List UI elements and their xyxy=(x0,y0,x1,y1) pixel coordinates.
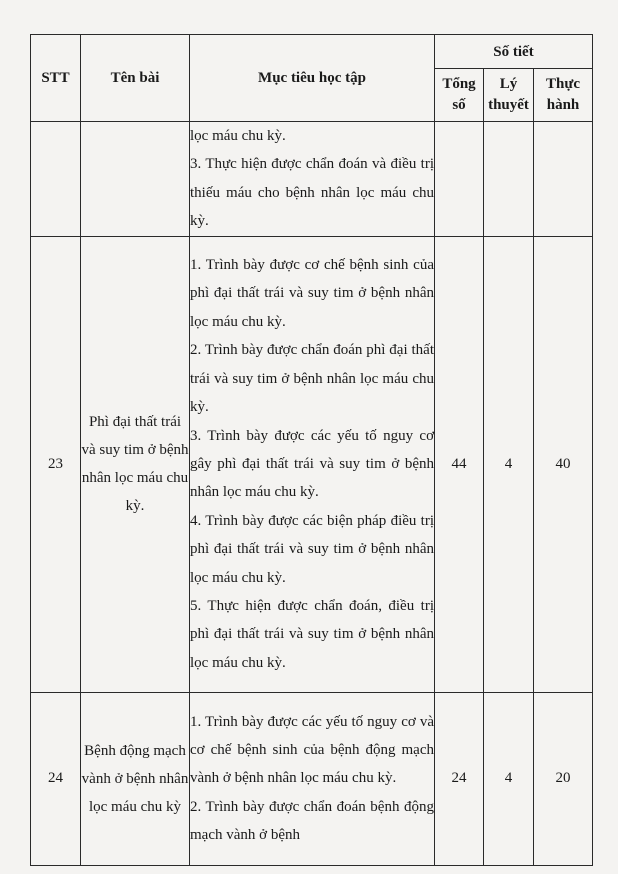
objective-item: 1. Trình bày được cơ chế bệnh sinh của phì đại thất trái và suy tim ở bệnh nhân lọc máu chu kỳ. xyxy=(190,257,434,330)
row-practice: 20 xyxy=(534,692,593,865)
objective-item: 2. Trình bày được chẩn đoán bệnh động mạch vành ở bệnh xyxy=(190,798,434,844)
objective-item: 4. Trình bày được các biện pháp điều trị phì đại thất trái và suy tim ở bệnh nhân lọc máu chu kỳ. xyxy=(190,512,434,586)
row-theory: 4 xyxy=(484,236,534,692)
objective-item: 3. Thực hiện được chẩn đoán và điều trị thiếu máu cho bệnh nhân lọc máu chu kỳ. xyxy=(190,156,434,230)
row-objectives xyxy=(190,122,435,237)
header-practice: Thực hành xyxy=(534,69,593,122)
objective-item: 1. Trình bày được các yếu tố nguy cơ và cơ chế bệnh sinh của bệnh động mạch vành ở bệnh nhân lọc máu chu kỳ. xyxy=(190,713,434,787)
header-theory: Lý thuyết xyxy=(484,69,534,122)
row-lesson xyxy=(81,122,190,237)
table-row xyxy=(31,122,593,237)
objective-item: lọc máu chu kỳ. xyxy=(190,128,286,144)
row-stt xyxy=(31,122,81,237)
header-total: Tổng số xyxy=(435,69,484,122)
row-objectives xyxy=(190,236,435,692)
header-objectives: Mục tiêu học tập xyxy=(190,35,435,122)
table-row xyxy=(31,236,593,692)
header-periods: Số tiết xyxy=(435,35,593,69)
header-lesson: Tên bài xyxy=(81,35,190,122)
objective-item: 5. Thực hiện được chẩn đoán, điều trị phì đại thất trái và suy tim ở bệnh nhân lọc máu chu kỳ. xyxy=(190,597,434,671)
table-row xyxy=(31,692,593,865)
objective-item: 2. Trình bày được chẩn đoán phì đại thất trái và suy tim ở bệnh nhân lọc máu chu kỳ. xyxy=(190,342,434,416)
row-theory: 4 xyxy=(484,692,534,865)
curriculum-table xyxy=(30,34,593,866)
row-lesson: Bệnh động mạch vành ở bệnh nhân lọc máu chu kỳ xyxy=(81,692,190,865)
row-stt: 24 xyxy=(31,692,81,865)
row-total: 44 xyxy=(435,236,484,692)
row-practice xyxy=(534,122,593,237)
row-stt: 23 xyxy=(31,236,81,692)
row-total xyxy=(435,122,484,237)
header-stt: STT xyxy=(31,35,81,122)
row-practice: 40 xyxy=(534,236,593,692)
row-lesson: Phì đại thất trái và suy tim ở bệnh nhân lọc máu chu kỳ. xyxy=(81,236,190,692)
row-objectives xyxy=(190,692,435,865)
row-theory xyxy=(484,122,534,237)
objective-item: 3. Trình bày được các yếu tố nguy cơ gây phì đại thất trái và suy tim ở bệnh nhân lọc máu chu kỳ. xyxy=(190,427,434,501)
row-total: 24 xyxy=(435,692,484,865)
